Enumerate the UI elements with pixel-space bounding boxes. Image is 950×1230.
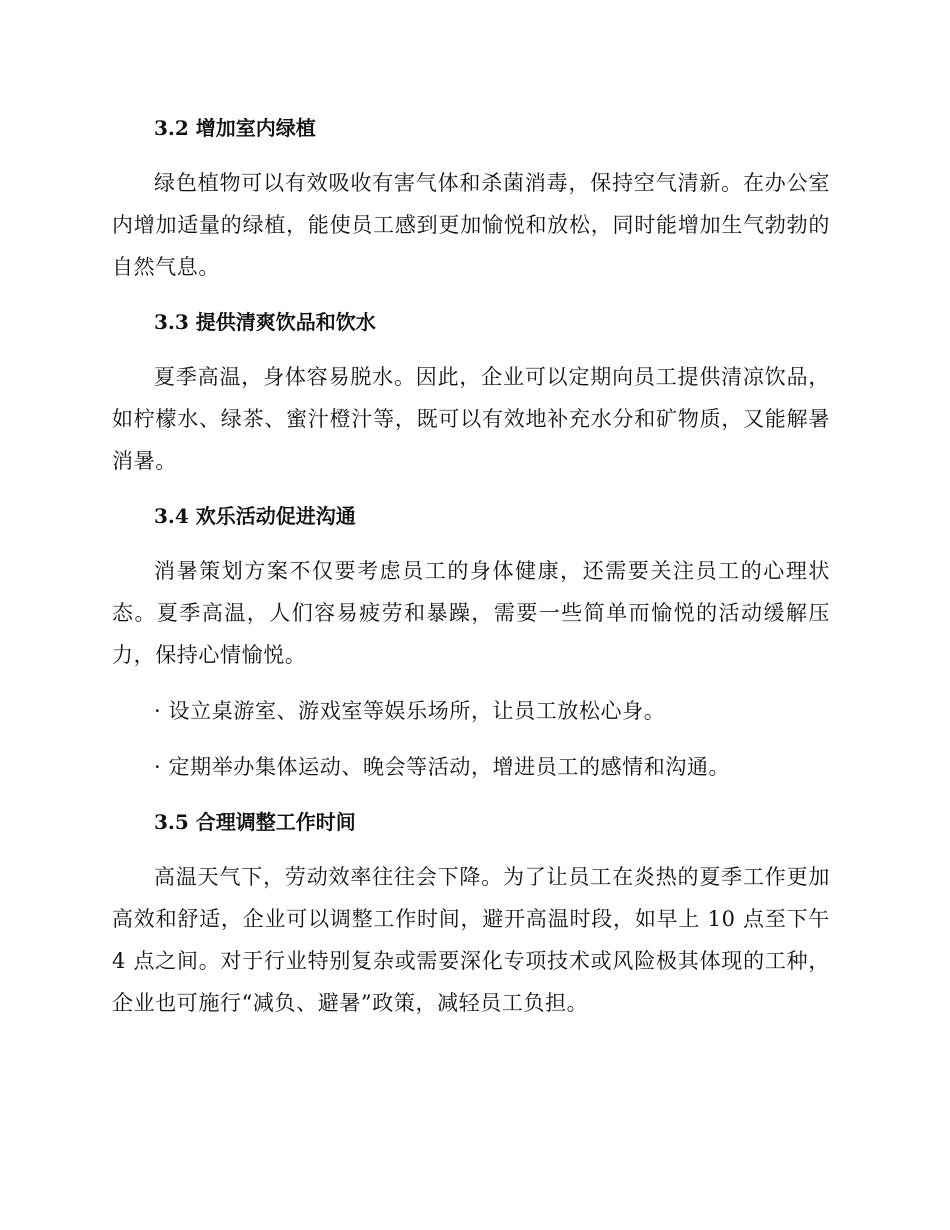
section-heading-3-3: 3.3 提供清爽饮品和饮水: [154, 310, 376, 334]
section-heading-3-4: 3.4 欢乐活动促进沟通: [154, 504, 356, 528]
section-paragraph-3-2: 绿色植物可以有效吸收有害气体和杀菌消毒，保持空气清新。在办公室内增加适量的绿植，能使员工感到更加愉悦和放松，同时能增加生气勃勃的自然气息。: [112, 171, 830, 279]
section-heading-3-5: 3.5 合理调整工作时间: [154, 810, 356, 834]
bullet-item-group-activities: · 定期举办集体运动、晚会等活动，增进员工的感情和沟通。: [154, 755, 731, 779]
section-heading-3-2: 3.2 增加室内绿植: [154, 116, 316, 140]
document-content: [112, 108, 830, 1038]
section-paragraph-3-4: 消暑策划方案不仅要考虑员工的身体健康，还需要关注员工的心理状态。夏季高温，人们容易疲劳和暴躁，需要一些简单而愉悦的活动缓解压力，保持心情愉悦。: [112, 559, 830, 667]
bullet-item-game-room: · 设立桌游室、游戏室等娱乐场所，让员工放松心身。: [154, 699, 666, 723]
section-paragraph-3-3: 夏季高温，身体容易脱水。因此，企业可以定期向员工提供清凉饮品，如柠檬水、绿茶、蜜汁橙汁等，既可以有效地补充水分和矿物质，又能解暑消暑。: [112, 365, 830, 473]
section-paragraph-3-5: 高温天气下，劳动效率往往会下降。为了让员工在炎热的夏季工作更加高效和舒适，企业可以调整工作时间，避开高温时段，如早上 10 点至下午 4 点之间。对于行业特别复杂或需要深化专项技术或风险极其体现的工种，企业也可施行“减负、避暑”政策，减轻员工负担。: [112, 865, 830, 1015]
